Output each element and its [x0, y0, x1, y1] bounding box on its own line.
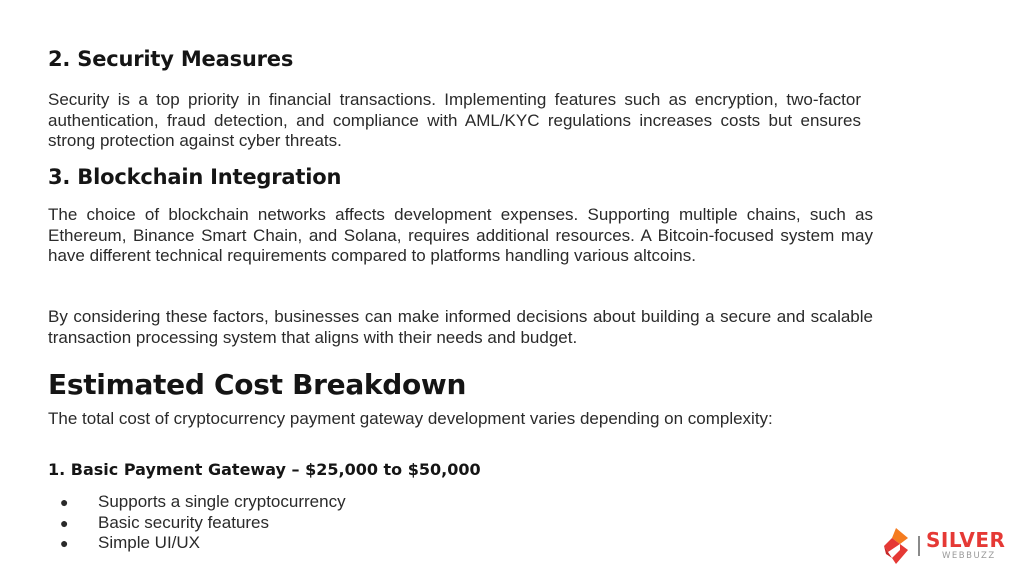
bullet-icon: ● [60, 514, 69, 531]
feature-text: Basic security features [98, 512, 270, 532]
bullet-icon: ● [60, 535, 69, 551]
logo-wordmark: SILVER [926, 528, 1006, 552]
blockchain-paragraph: The choice of blockchain networks affects development expenses. Supporting multiple chains, such as Ethereum, Binance Smart Chain, and Solana, requires additional resources. A Bitcoin-focused system may have different technical requirements compared to platforms handling various altcoins. [48, 205, 873, 265]
tier1-heading: 1. Basic Payment Gateway – $25,000 to $50,000 [48, 460, 481, 479]
silver-webbuzz-logo [880, 526, 1008, 566]
logo-mark-icon [880, 526, 912, 566]
security-heading: 2. Security Measures [48, 47, 294, 71]
logo-subtext: WEBBUZZ [942, 551, 996, 561]
feature-text: Simple UI/UX [98, 533, 201, 552]
blockchain-heading: 3. Blockchain Integration [48, 165, 342, 189]
logo-divider [918, 536, 920, 556]
security-paragraph: Security is a top priority in financial transactions. Implementing features such as encryption, two-factor authentication, fraud detection, and compliance with AML/KYC regulations increases costs but ensures strong protection against cyber threats. [48, 90, 861, 150]
cost-breakdown-title: Estimated Cost Breakdown [48, 368, 467, 401]
feature-text: Supports a single cryptocurrency [98, 492, 346, 511]
cost-breakdown-intro: The total cost of cryptocurrency payment gateway development varies depending on complexity: [48, 409, 773, 428]
bullet-icon: ● [60, 494, 69, 510]
conclusion-paragraph: By considering these factors, businesses can make informed decisions about building a secure and scalable transaction processing system that aligns with their needs and budget. [48, 307, 873, 347]
